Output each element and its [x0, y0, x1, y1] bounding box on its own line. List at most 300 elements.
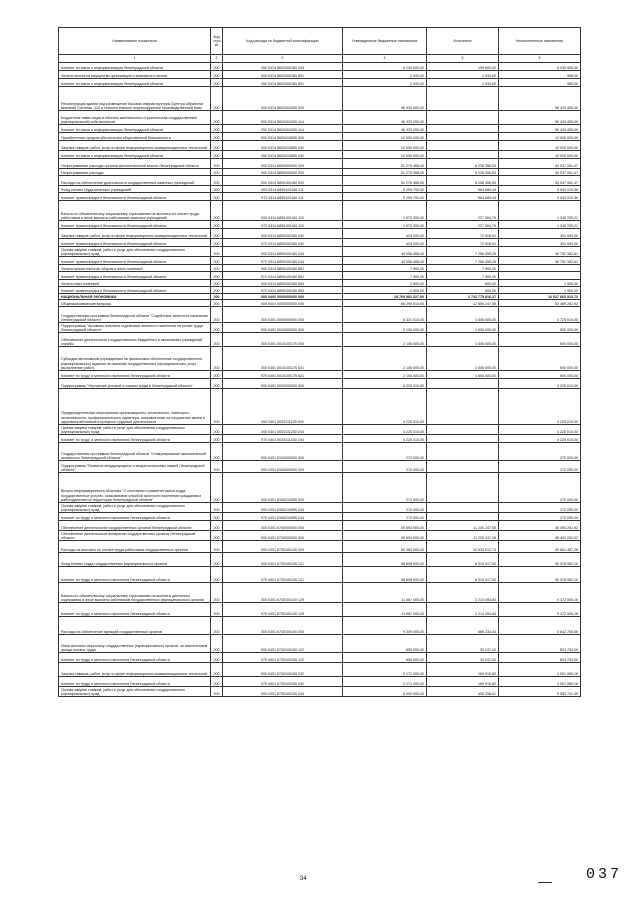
row-line-code: 200 [211, 371, 223, 379]
row-line-code: 200 [211, 201, 223, 221]
row-line-code: 200 [211, 257, 223, 265]
row-unexecuted: 8 642 765,66 [499, 617, 581, 635]
table-row [59, 379, 581, 389]
row-expense-code: 000 0401 5010100170 621 [223, 347, 343, 371]
row-unexecuted: 10 000 000,00 [499, 151, 581, 159]
row-unexecuted [499, 265, 581, 272]
row-line-code: 200 [211, 635, 223, 653]
row-line-code: 200 [211, 193, 223, 201]
row-approved: 1 573 300,00 [343, 221, 427, 229]
row-unexecuted: 4 225 010,00 [499, 379, 581, 389]
row-executed: 11 200 247,08 [427, 531, 499, 541]
row-approved: 59 694 500,00 [343, 531, 427, 541]
row-executed: 406 258,51 [427, 687, 499, 697]
row-approved: 6 321 010,00 [343, 307, 427, 323]
row-name: Комитет по связи и информатизации Ленинградской области [59, 79, 211, 87]
row-line-code: 200 [211, 169, 223, 176]
row-expense-code: 252 0314 5820400180 851 [223, 79, 343, 87]
row-approved: 270 000,00 [343, 513, 427, 521]
table-row [59, 521, 581, 531]
row-expense-code: 970 0401 6730100140 121 [223, 567, 343, 583]
row-name: Прочая закупка товаров, работ и услуг для обеспечения государственных (муниципальных) нужд [59, 247, 211, 257]
row-executed: 72 008,01 [427, 229, 499, 239]
row-unexecuted: 500 000,00 [499, 333, 581, 347]
row-approved: 38 698 500,00 [343, 567, 427, 583]
table-row [59, 201, 581, 221]
row-unexecuted: 4 225 010,00 [499, 425, 581, 435]
row-name: Предупредительные мероприятия организационно-технического, санитарно-гигиенического, профилактического характера, направленные на сохранение жизни и здоровья работников в процессе трудовой деятельности [59, 389, 211, 425]
row-expense-code: 000 0314 6890100160 242 [223, 229, 343, 239]
row-unexecuted: 1 345 795,21 [499, 221, 581, 229]
row-approved: 50 385 500,00 [343, 541, 427, 553]
row-approved: 2 106 000,00 [343, 371, 427, 379]
row-approved: 10 000 000,00 [343, 141, 427, 151]
row-approved: 44 058 468,00 [343, 257, 427, 265]
row-expense-code: 972 0314 6890100160 244 [223, 257, 343, 265]
row-approved: 1 573 300,00 [343, 201, 427, 221]
header-name: Наименование показателя [59, 28, 211, 55]
row-expense-code: 970 0401 5020111230 244 [223, 435, 343, 443]
row-line-code: 200 [211, 280, 223, 287]
row-approved: 2 000,00 [343, 79, 427, 87]
table-row [59, 371, 581, 379]
row-name: Комитет правопорядка и безопасности Ленинградской области [59, 272, 211, 280]
table-row [59, 503, 581, 513]
row-name: Подпрограмма "Улучшение условий и охраны труда в Ленинградской области" [59, 379, 211, 389]
row-line-code: 200 [211, 159, 223, 169]
table-row [59, 87, 581, 111]
row-line-code: 200 [211, 531, 223, 541]
row-name: Прочая закупка товаров, работ и услуг для обеспечения государственных (муниципальных) нужд [59, 503, 211, 513]
row-name: Уплата иных платежей [59, 280, 211, 287]
row-line-code: 200 [211, 133, 223, 141]
table-row [59, 389, 581, 425]
row-line-code: 200 [211, 186, 223, 193]
row-expense-code: 000 0401 6730100140 121 [223, 553, 343, 567]
row-executed: 1 606 000,00 [427, 333, 499, 347]
row-line-code: 200 [211, 323, 223, 333]
row-approved: 10 000 000,00 [343, 151, 427, 159]
row-name: Государственная программа Ленинградской области "Содействие занятости населения Ленинградской области" [59, 307, 211, 323]
table-row [59, 617, 581, 635]
row-name: Подпрограмма "Активная политика содействия занятости населения на рынке труда Ленинградской области" [59, 323, 211, 333]
row-approved: 10 000 000,00 [343, 133, 427, 141]
row-executed: 600,00 [427, 280, 499, 287]
row-approved: 7 500,00 [343, 272, 427, 280]
row-approved: 424 000,00 [343, 239, 427, 247]
row-line-code: 200 [211, 553, 223, 567]
table-row [59, 333, 581, 347]
table-row [59, 347, 581, 371]
row-approved: 270 000,00 [343, 473, 427, 503]
row-expense-code: 000 0400 0000000000 000 [223, 294, 343, 300]
table-row [59, 280, 581, 287]
row-expense-code: 000 0401 6160210590 244 [223, 503, 343, 513]
row-name: Закупка товаров, работ, услуг в сфере информационно-коммуникационных технологий [59, 229, 211, 239]
row-line-code: 200 [211, 583, 223, 603]
row-expense-code: 252 0314 5820400180 244 [223, 63, 343, 71]
row-approved: 2 106 000,00 [343, 333, 427, 347]
row-unexecuted: 4 225 010,00 [499, 389, 581, 425]
row-name: НАЦИОНАЛЬНАЯ ЭКОНОМИКА [59, 294, 211, 300]
row-executed: 227 504,79 [427, 201, 499, 221]
row-executed: 7 266 055,29 [427, 257, 499, 265]
row-expense-code: 252 0314 5820404250 414 [223, 125, 343, 133]
row-name: Фонд оплаты труда казенных учреждений [59, 186, 211, 193]
row-line-code: 200 [211, 425, 223, 435]
row-expense-code: 972 0314 6890100160 242 [223, 239, 343, 247]
row-expense-code: 000 0314 5820413690 242 [223, 141, 343, 151]
row-unexecuted [499, 272, 581, 280]
row-expense-code: 970 0401 6730100150 242 [223, 677, 343, 687]
row-approved: 9 309 000,00 [343, 617, 427, 635]
row-approved: 2 106 000,00 [343, 323, 427, 333]
row-expense-code: 000 0401 6730000000 000 [223, 531, 343, 541]
row-executed: 169 910,82 [427, 663, 499, 677]
row-expense-code: 000 0401 6730100150 122 [223, 635, 343, 653]
row-executed: 227 504,79 [427, 221, 499, 229]
row-name: Уплата налога на имущество организаций и земельного налога [59, 71, 211, 79]
row-executed [427, 435, 499, 443]
row-executed [427, 141, 499, 151]
table-row [59, 193, 581, 201]
col-number: 1 [59, 55, 211, 63]
row-expense-code: 972 0314 6890100160 111 [223, 193, 343, 201]
row-approved: 96 433 400,00 [343, 111, 427, 125]
row-name: Комитет правопорядка и безопасности Ленинградской области [59, 287, 211, 294]
row-approved: 44 058 468,00 [343, 247, 427, 257]
row-expense-code: 000 0314 6800000000 000 [223, 159, 343, 169]
row-name: Комитет правопорядка и безопасности Ленинградской области [59, 193, 211, 201]
row-name: Комитет по труду и занятости населения Ленинградской области [59, 567, 211, 583]
row-executed: 2 214 494,84 [427, 583, 499, 603]
row-unexecuted: 96 433 400,00 [499, 87, 581, 111]
row-line-code: 200 [211, 272, 223, 280]
row-line-code: 200 [211, 300, 223, 307]
row-expense-code: 970 0401 6730100140 129 [223, 603, 343, 617]
row-executed: 664 689,44 [427, 193, 499, 201]
table-row [59, 221, 581, 229]
row-expense-code: 000 0401 6100000000 000 [223, 443, 343, 461]
row-approved: 2 500,00 [343, 280, 427, 287]
row-executed [427, 503, 499, 513]
row-line-code: 200 [211, 265, 223, 272]
row-approved: 424 000,00 [343, 229, 427, 239]
row-executed: 1 606 000,00 [427, 347, 499, 371]
row-executed: 600,00 [427, 287, 499, 294]
table-row [59, 300, 581, 307]
row-executed [427, 473, 499, 503]
row-approved: 51 275 468,00 [343, 176, 427, 186]
row-name: Непрограммные расходы [59, 169, 211, 176]
row-executed: 11 200 247,08 [427, 521, 499, 531]
col-number: 2 [211, 55, 223, 63]
row-approved: 270 000,00 [343, 461, 427, 473]
row-line-code: 200 [211, 603, 223, 617]
table-row [59, 133, 581, 141]
row-expense-code: 000 0401 5020000000 000 [223, 379, 343, 389]
row-unexecuted: 4 725 010,00 [499, 307, 581, 323]
row-unexecuted: 4 225 010,00 [499, 435, 581, 443]
row-line-code: 200 [211, 333, 223, 347]
row-name: Уплата прочих налогов, сборов и иных платежей [59, 265, 211, 272]
row-executed: 8 238 356,53 [427, 159, 499, 169]
row-unexecuted: 351 993,00 [499, 229, 581, 239]
table-row [59, 677, 581, 687]
row-name: Общеэкономические вопросы [59, 300, 211, 307]
row-approved: 2 106 000,00 [343, 347, 427, 371]
row-expense-code: 970 0401 6160210590 244 [223, 513, 343, 521]
row-line-code: 200 [211, 663, 223, 677]
row-name: Комитет по труду и занятости населения Ленинградской области [59, 435, 211, 443]
row-approved: 51 275 468,00 [343, 159, 427, 169]
row-approved: 270 000,00 [343, 443, 427, 461]
row-unexecuted: 500 000,00 [499, 347, 581, 371]
row-unexecuted: 96 433 400,00 [499, 111, 581, 125]
row-line-code: 200 [211, 63, 223, 71]
row-approved: 51 275 468,00 [343, 169, 427, 176]
row-expense-code: 000 0401 5010100170 000 [223, 333, 343, 347]
page-number: 34 [300, 876, 307, 882]
row-unexecuted: 30 378 982,10 [499, 553, 581, 567]
table-row [59, 687, 581, 697]
row-approved: 4 225 010,00 [343, 425, 427, 435]
table-row [59, 63, 581, 71]
row-unexecuted: 4 545 010,56 [499, 193, 581, 201]
row-name: Взносы по обязательному социальному страхованию на выплаты денежного содержания и иные выплаты работникам государственных (муниципальных) органов [59, 583, 211, 603]
row-unexecuted: 270 000,00 [499, 503, 581, 513]
row-name: Комитет по связи и информатизации Ленинградской области [59, 63, 211, 71]
table-row [59, 541, 581, 553]
row-expense-code: 972 0314 6890100160 853 [223, 287, 343, 294]
table-row [59, 265, 581, 272]
row-expense-code: 000 0401 6730100150 242 [223, 663, 343, 677]
row-line-code: 200 [211, 141, 223, 151]
table-row [59, 247, 581, 257]
row-name: Приобретение средств обеспечения общественной безопасности [59, 133, 211, 141]
row-unexecuted: 500 000,00 [499, 323, 581, 333]
row-unexecuted: 9 472 505,16 [499, 603, 581, 617]
row-unexecuted: 270 000,00 [499, 461, 581, 473]
table-row [59, 531, 581, 541]
row-line-code: 200 [211, 71, 223, 79]
row-name: Фонд оплаты труда государственных (муниципальных) органов [59, 553, 211, 567]
row-name: Комитет правопорядка и безопасности Ленинградской области [59, 257, 211, 265]
row-name: Обеспечение деятельности государственных бюджетных и автономных учреждений службы [59, 333, 211, 347]
row-expense-code: 252 0314 5820413690 242 [223, 151, 343, 159]
row-line-code: 200 [211, 379, 223, 389]
row-name: Обеспечение деятельности аппаратов государственных органов Ленинградской области [59, 531, 211, 541]
row-expense-code: 000 0401 0000000000 000 [223, 300, 343, 307]
row-approved: 2 171 000,00 [343, 663, 427, 677]
row-line-code: 200 [211, 513, 223, 521]
row-executed: 7 266 055,29 [427, 247, 499, 257]
row-unexecuted: 30 378 982,10 [499, 567, 581, 583]
row-approved: 4 225 010,00 [343, 435, 427, 443]
col-number: 3 [223, 55, 343, 63]
row-line-code: 200 [211, 151, 223, 159]
table-row [59, 435, 581, 443]
row-executed: 30 247,00 [427, 635, 499, 653]
table-row [59, 323, 581, 333]
row-unexecuted: 1 900,00 [499, 287, 581, 294]
row-approved: 6 000 000,00 [343, 687, 427, 697]
row-line-code: 200 [211, 461, 223, 473]
row-executed: 8 238 356,53 [427, 176, 499, 186]
col-number: 5 [427, 55, 499, 63]
row-name: Прочая закупка товаров, работ и услуг для обеспечения государственных (муниципальных) нужд [59, 687, 211, 697]
row-expense-code: 000 0401 6730100150 000 [223, 617, 343, 635]
table-row [59, 229, 581, 239]
row-expense-code: 970 0401 6730100150 122 [223, 653, 343, 663]
row-expense-code: 000 0314 6890100160 119 [223, 201, 343, 221]
row-expense-code: 000 0401 5010000000 000 [223, 323, 343, 333]
row-line-code: 200 [211, 176, 223, 186]
row-approved: 18 769 981 327,00 [343, 294, 427, 300]
row-expense-code: 000 0314 6890100160 000 [223, 176, 343, 186]
table-row [59, 663, 581, 677]
row-line-code: 200 [211, 87, 223, 111]
row-line-code: 200 [211, 677, 223, 687]
row-executed: 8 319 517,90 [427, 553, 499, 567]
row-executed: 199 600,00 [427, 63, 499, 71]
row-line-code: 200 [211, 617, 223, 635]
row-line-code: 200 [211, 473, 223, 503]
row-executed: 7 500,00 [427, 265, 499, 272]
table-row [59, 553, 581, 567]
table-row [59, 287, 581, 294]
row-expense-code: 972 0314 6890100160 119 [223, 221, 343, 229]
row-line-code: 200 [211, 503, 223, 513]
row-executed: 1 606 000,00 [427, 307, 499, 323]
row-unexecuted: 43 037 061,47 [499, 176, 581, 186]
row-expense-code: 000 0401 5000000000 000 [223, 307, 343, 323]
row-unexecuted: 53 489 262,92 [499, 300, 581, 307]
row-unexecuted: 351 993,00 [499, 239, 581, 247]
table-row [59, 635, 581, 653]
row-unexecuted: 48 494 252,92 [499, 521, 581, 531]
table-row [59, 583, 581, 603]
row-line-code: 200 [211, 221, 223, 229]
row-approved: 11 687 000,00 [343, 583, 427, 603]
report-sheet [58, 27, 580, 697]
row-unexecuted: 9 472 505,16 [499, 583, 581, 603]
row-expense-code: 970 0401 5010100170 621 [223, 371, 343, 379]
row-approved: 66 295 510,00 [343, 300, 427, 307]
row-approved: 855 000,00 [343, 653, 427, 663]
row-executed: 8 238 356,53 [427, 169, 499, 176]
row-line-code: 200 [211, 239, 223, 247]
row-line-code: 200 [211, 435, 223, 443]
table-row [59, 425, 581, 435]
budget-execution-table [58, 27, 581, 697]
table-row [59, 169, 581, 176]
row-name: Взносы по обязательному социальному страхованию на выплаты по оплате труда работников и иные выплаты работникам казенных учреждений [59, 201, 211, 221]
row-approved: 855 000,00 [343, 635, 427, 653]
table-row [59, 461, 581, 473]
row-unexecuted: 2 001 089,18 [499, 677, 581, 687]
row-expense-code: 000 0314 6890000000 000 [223, 169, 343, 176]
row-executed: 1 034,00 [427, 71, 499, 79]
table-row [59, 443, 581, 461]
row-line-code: 200 [211, 229, 223, 239]
row-executed [427, 461, 499, 473]
row-executed [427, 125, 499, 133]
header-row [59, 28, 581, 55]
row-unexecuted: 6 030 900,00 [499, 63, 581, 71]
row-name: Подпрограмма "Развитие международных и межрегиональных связей Ленинградской области" [59, 461, 211, 473]
table-row [59, 186, 581, 193]
row-unexecuted: 270 000,00 [499, 443, 581, 461]
table-row [59, 473, 581, 503]
col-number: 4 [343, 55, 427, 63]
row-executed [427, 425, 499, 435]
row-unexecuted: 5 593 741,49 [499, 687, 581, 697]
row-expense-code: 000 0314 6890100160 853 [223, 280, 343, 287]
row-approved: 2 000,00 [343, 71, 427, 79]
header-unexecuted: Неисполненные назначения [499, 28, 581, 55]
row-unexecuted: 36 792 362,61 [499, 247, 581, 257]
row-unexecuted: 824 753,00 [499, 635, 581, 653]
row-unexecuted: 36 792 362,61 [499, 257, 581, 265]
row-name: Расходы на обеспечение функций государственных органов [59, 617, 211, 635]
row-name: Расходы на выплаты по оплате труда работников государственных органов [59, 541, 211, 553]
row-line-code: 200 [211, 443, 223, 461]
row-expense-code: 000 0401 6730100140 000 [223, 541, 343, 553]
row-expense-code: 000 0401 6730100140 129 [223, 583, 343, 603]
row-name: Комитет по связи и информатизации Ленинградской области [59, 151, 211, 159]
table-row [59, 653, 581, 663]
row-name: Государственная программа Ленинградской области "Стимулирование экономической активности Ленинградской области" [59, 443, 211, 461]
row-expense-code: 000 0401 6160000000 000 [223, 461, 343, 473]
row-name: Субсидии автономным учреждениям на финансовое обеспечение государственного (муниципального) задания на оказание государственных (муниципальных) услуг (выполнение работ) [59, 347, 211, 371]
header-executed: Исполнено [427, 28, 499, 55]
row-unexecuted: 43 037 061,47 [499, 169, 581, 176]
row-unexecuted: 4 545 010,56 [499, 186, 581, 193]
row-approved: 96 433 400,00 [343, 87, 427, 111]
table-row [59, 272, 581, 280]
row-unexecuted: 10 000 000,00 [499, 141, 581, 151]
row-executed: 8 319 517,90 [427, 567, 499, 583]
row-name: Закупка товаров, работ, услуг в сфере информационно-коммуникационных технологий [59, 141, 211, 151]
row-name: Реконструкция здания под размещение базовой инфраструктуры (Центра обработки вызовов) Системы -112 и технологическое перевооружение производственной базы [59, 87, 211, 111]
row-line-code: 200 [211, 307, 223, 323]
row-unexecuted: 48 494 252,92 [499, 531, 581, 541]
table-row [59, 79, 581, 87]
row-name: Комитет по труду и занятости населения Ленинградской области [59, 371, 211, 379]
row-executed: 1 606 000,00 [427, 371, 499, 379]
row-executed [427, 133, 499, 141]
row-unexecuted: 10 000 000,00 [499, 133, 581, 141]
row-unexecuted: 1 900,00 [499, 280, 581, 287]
table-row [59, 257, 581, 265]
row-line-code: 200 [211, 687, 223, 697]
row-expense-code: 000 0314 6890100160 244 [223, 247, 343, 257]
row-name: Обеспечение деятельности государственных органов Ленинградской области [59, 521, 211, 531]
row-name: Комитет правопорядка и безопасности Ленинградской области [59, 239, 211, 247]
row-approved: 2 171 000,00 [343, 677, 427, 687]
table-row [59, 176, 581, 186]
row-executed: 10 534 012,74 [427, 541, 499, 553]
row-unexecuted: 39 851 487,26 [499, 541, 581, 553]
row-name: Комитет по труду и занятости населения Ленинградской области [59, 677, 211, 687]
row-line-code: 200 [211, 287, 223, 294]
row-name: Прочая закупка товаров, работ и услуг для обеспечения государственных (муниципальных) нужд [59, 425, 211, 435]
row-line-code: 200 [211, 111, 223, 125]
row-unexecuted: 966,00 [499, 71, 581, 79]
row-approved: 6 230 600,00 [343, 63, 427, 71]
row-executed: 30 247,00 [427, 653, 499, 663]
